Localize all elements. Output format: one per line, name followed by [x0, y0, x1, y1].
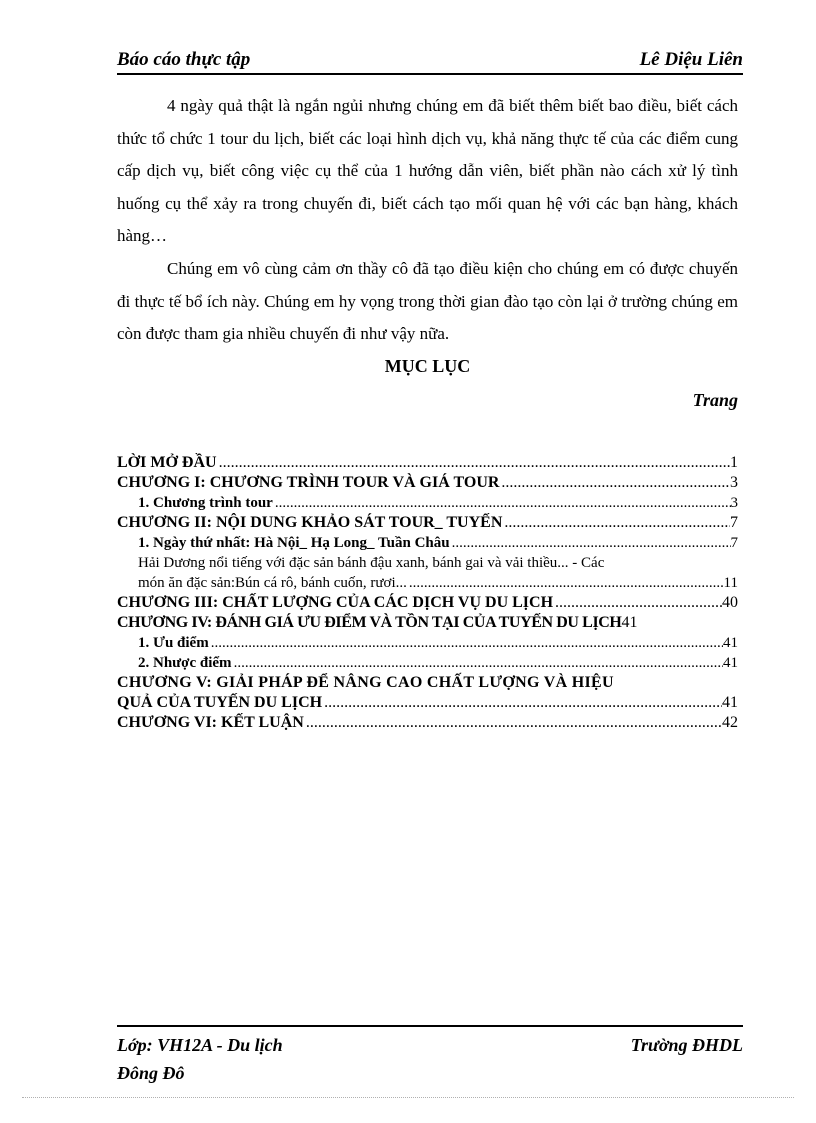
toc-leader-dots — [450, 533, 731, 553]
toc-entry-page: 7 — [730, 535, 738, 551]
toc-leader-dots — [502, 513, 730, 533]
paragraph-conclusion: 4 ngày quả thật là ngắn ngủi nhưng chúng em đã biết thêm biết bao điều, biết cách thức tổ chức 1 tour du lịch, biết các loại hình dịch vụ, khả năng thực tế của các điểm cung cấp dịch vụ, biết công việc cụ thể của 1 hướng dẫn viên, biết phần nào cách xử lý tình huống cụ thể xảy ra trong chuyến đi, biết cách tạo mối quan hệ với các bạn hàng, khách hàng… — [117, 96, 738, 245]
table-of-contents — [117, 453, 738, 733]
toc-entry-label-cont: QUẢ CỦA TUYẾN DU LỊCH — [117, 694, 323, 711]
toc-entry-page: 40 — [722, 594, 738, 611]
toc-entry-label: 1. Ngày thứ nhất: Hà Nội_ Hạ Long_ Tuần Châu — [138, 535, 450, 551]
toc-entry-line-2 — [117, 693, 738, 713]
footer-rule — [117, 1025, 743, 1027]
toc-entry-intro[interactable] — [117, 453, 738, 473]
toc-entry-label: 1. Ưu điểm — [138, 635, 209, 651]
toc-page-label: Trang — [692, 390, 738, 410]
toc-entry-line-2 — [138, 573, 738, 593]
page-bottom-border — [22, 1097, 794, 1098]
toc-leader-dots — [322, 693, 722, 713]
toc-entry-label-cont: món ăn đặc sản:Bún cá rô, bánh cuốn, rươi... — [138, 575, 407, 591]
footer-class: Lớp: VH12A - Du lịch — [117, 1035, 283, 1055]
toc-entry-disadvantages[interactable] — [117, 653, 738, 673]
toc-leader-dots — [273, 493, 731, 513]
header-author-name: Lê Diệu Liên — [639, 49, 743, 70]
toc-entry-chapter-5[interactable] — [117, 673, 738, 713]
toc-leader-dots — [209, 633, 723, 653]
toc-leader-dots — [217, 453, 730, 473]
toc-entry-chapter-3[interactable] — [117, 593, 738, 613]
toc-entry-chapter-2[interactable] — [117, 513, 738, 533]
toc-entry-label: CHƯƠNG IV: ĐÁNH GIÁ ƯU ĐIỂM VÀ TỒN TẠI CỦA TUYẾN DU LỊCH — [117, 614, 622, 631]
toc-entry-line-1 — [138, 553, 738, 573]
toc-leader-dots — [499, 473, 730, 493]
toc-entry-chapter-6[interactable] — [117, 713, 738, 733]
toc-entry-label: CHƯƠNG II: NỘI DUNG KHẢO SÁT TOUR_ TUYẾN — [117, 514, 503, 531]
toc-entry-label: 1. Chương trình tour — [138, 495, 273, 511]
toc-entry-label: CHƯƠNG VI: KẾT LUẬN — [117, 714, 304, 731]
toc-leader-dots — [304, 713, 722, 733]
toc-entry-label: LỜI MỞ ĐẦU — [117, 454, 217, 471]
toc-entry-page: 41 — [621, 614, 638, 631]
page-footer — [117, 1025, 743, 1083]
paragraph-thanks: Chúng em vô cùng cảm ơn thầy cô đã tạo điều kiện cho chúng em có được chuyến đi thực tế bổ ích này. Chúng em hy vọng trong thời gian đào tạo còn lại ở trường chúng em còn được tham gia nhiều chuyến đi như vậy nữa. — [117, 259, 738, 343]
footer-school: Trường ĐHDL — [630, 1035, 743, 1055]
page-header — [117, 48, 743, 74]
toc-entry-page: 11 — [723, 575, 738, 591]
toc-entry-page: 1 — [730, 454, 738, 471]
toc-entry-chapter-1[interactable] — [117, 473, 738, 493]
toc-entry-page: 41 — [722, 694, 738, 711]
footer-class-cont: Đông Đô — [117, 1063, 185, 1083]
toc-entry-label: CHƯƠNG III: CHẤT LƯỢNG CỦA CÁC DỊCH VỤ DU LỊCH — [117, 594, 554, 611]
toc-entry-chapter-4[interactable] — [117, 613, 738, 633]
toc-leader-dots — [553, 593, 722, 613]
toc-entry-hai-duong[interactable] — [117, 553, 738, 593]
toc-entry-page: 7 — [730, 514, 738, 531]
toc-title: MỤC LỤC — [384, 356, 471, 376]
toc-leader-dots — [407, 573, 724, 593]
toc-entry-label: CHƯƠNG I: CHƯƠNG TRÌNH TOUR VÀ GIÁ TOUR — [117, 474, 500, 491]
toc-entry-page: 41 — [723, 655, 738, 671]
toc-entry-label: Hải Dương nổi tiếng với đặc sản bánh đậu xanh, bánh gai và vải thiều... - Các — [138, 555, 605, 571]
header-report-title: Báo cáo thực tập — [117, 49, 251, 70]
toc-entry-page: 42 — [722, 714, 738, 731]
toc-entry-label: CHƯƠNG V: GIẢI PHÁP ĐỂ NÂNG CAO CHẤT LƯỢNG VÀ HIỆU — [117, 674, 614, 691]
toc-entry-day-one[interactable] — [117, 533, 738, 553]
toc-entry-page: 3 — [730, 495, 738, 511]
toc-entry-page: 41 — [723, 635, 738, 651]
toc-leader-dots — [232, 653, 723, 673]
footer-row — [117, 1033, 743, 1083]
toc-entry-label: 2. Nhược điểm — [138, 655, 232, 671]
toc-entry-page: 3 — [730, 474, 738, 491]
toc-entry-advantages[interactable] — [117, 633, 738, 653]
header-rule — [117, 73, 743, 75]
toc-entry-tour-program[interactable] — [117, 493, 738, 513]
